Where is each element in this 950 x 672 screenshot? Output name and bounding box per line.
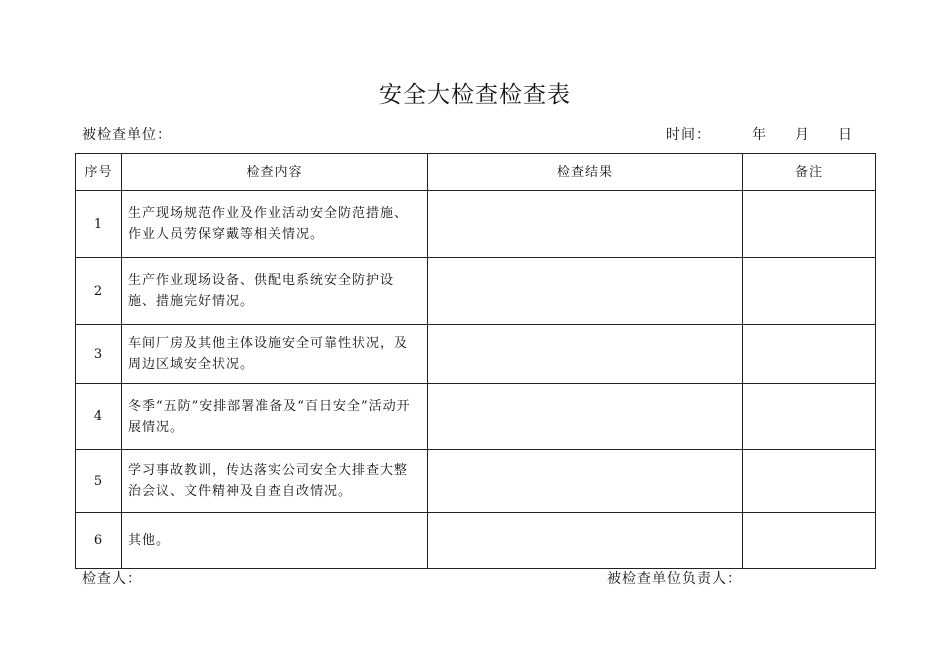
- row-content: 冬季“五防”安排部署准备及“百日安全”活动开展情况。: [122, 384, 428, 450]
- note-cell[interactable]: [743, 258, 876, 325]
- table-row: [76, 258, 876, 325]
- result-cell[interactable]: [428, 384, 743, 450]
- table-header-row: [76, 154, 876, 191]
- note-cell[interactable]: [743, 325, 876, 384]
- column-header-note: 备注: [743, 154, 876, 191]
- result-cell[interactable]: [428, 258, 743, 325]
- row-content: 生产作业现场设备、供配电系统安全防护设施、措施完好情况。: [122, 258, 428, 325]
- row-number: 5: [76, 450, 122, 513]
- result-cell[interactable]: [428, 325, 743, 384]
- inspected-unit-label: 被检查单位：: [82, 127, 172, 143]
- year-label: 年: [752, 127, 767, 143]
- row-number: 2: [76, 258, 122, 325]
- page-title: 安全大检查检查表: [379, 82, 571, 108]
- result-cell[interactable]: [428, 191, 743, 258]
- month-label: 月: [795, 127, 810, 143]
- note-cell[interactable]: [743, 513, 876, 569]
- inspector-label: 检查人：: [82, 571, 142, 587]
- row-content: 其他。: [122, 513, 428, 569]
- note-cell[interactable]: [743, 450, 876, 513]
- row-content: 学习事故教训，传达落实公司安全大排查大整治会议、文件精神及自查自改情况。: [122, 450, 428, 513]
- table-row: [76, 450, 876, 513]
- row-number: 6: [76, 513, 122, 569]
- column-header-result: 检查结果: [428, 154, 743, 191]
- row-content: 生产现场规范作业及作业活动安全防范措施、作业人员劳保穿戴等相关情况。: [122, 191, 428, 258]
- result-cell[interactable]: [428, 513, 743, 569]
- row-content: 车间厂房及其他主体设施安全可靠性状况，及周边区域安全状况。: [122, 325, 428, 384]
- inspection-table: [75, 153, 876, 569]
- column-header-number: 序号: [76, 154, 122, 191]
- day-label: 日: [838, 127, 853, 143]
- table-row: [76, 191, 876, 258]
- table-row: [76, 513, 876, 569]
- table-row: [76, 384, 876, 450]
- table-row: [76, 325, 876, 384]
- column-header-content: 检查内容: [122, 154, 428, 191]
- row-number: 4: [76, 384, 122, 450]
- unit-leader-label: 被检查单位负责人：: [607, 571, 742, 587]
- row-number: 3: [76, 325, 122, 384]
- row-number: 1: [76, 191, 122, 258]
- result-cell[interactable]: [428, 450, 743, 513]
- note-cell[interactable]: [743, 384, 876, 450]
- note-cell[interactable]: [743, 191, 876, 258]
- time-label: 时间：: [666, 127, 711, 143]
